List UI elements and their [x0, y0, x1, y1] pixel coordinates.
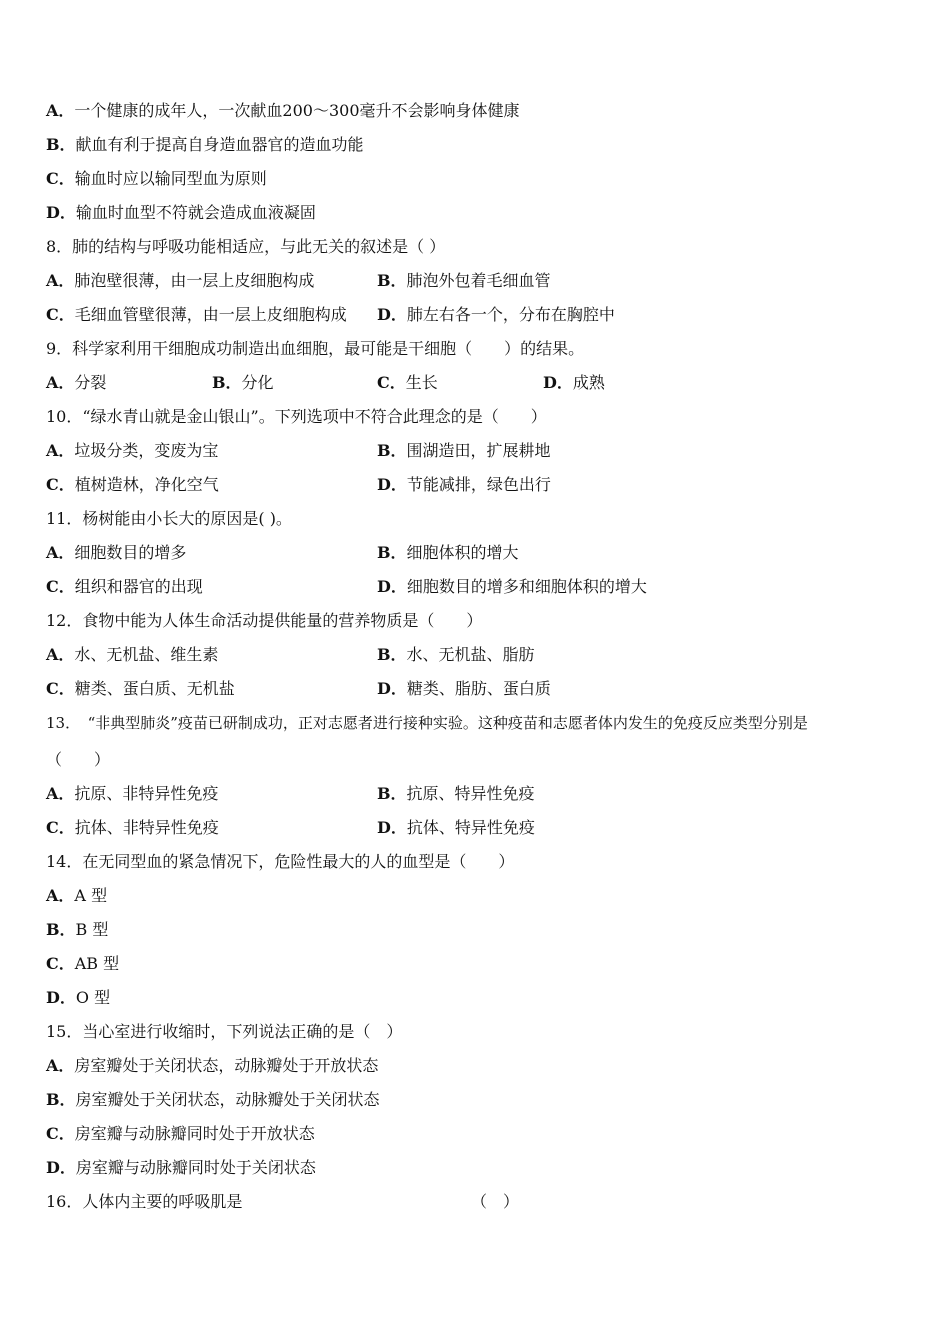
q8-option-c: C．毛细血管壁很薄，由一层上皮细胞构成 — [46, 305, 347, 324]
q10-option-a: A．垃圾分类，变废为宝 — [46, 441, 219, 460]
q15-option-c: C．房室瓣与动脉瓣同时处于开放状态 — [46, 1124, 315, 1143]
q7-option-a: A．一个健康的成年人，一次献血200～300毫升不会影响身体健康 — [46, 101, 520, 120]
q10-options-row2 — [46, 473, 896, 497]
q11-option-a: A．细胞数目的增多 — [46, 543, 187, 562]
q13-option-a: A．抗原、非特异性免疫 — [46, 784, 219, 803]
q12-stem: 12．食物中能为人体生命活动提供能量的营养物质是（ ） — [46, 611, 483, 630]
q9-option-c: C．生长 — [377, 373, 438, 392]
q9-options-row — [46, 371, 896, 395]
q8-option-b: B．肺泡外包着毛细血管 — [377, 271, 551, 290]
q15-option-a: A．房室瓣处于关闭状态，动脉瓣处于开放状态 — [46, 1056, 379, 1075]
q11-option-b: B．细胞体积的增大 — [377, 543, 519, 562]
q14-option-a: A．A 型 — [46, 886, 108, 905]
q15-option-b: B．房室瓣处于关闭状态，动脉瓣处于关闭状态 — [46, 1090, 380, 1109]
q14-option-b: B．B 型 — [46, 920, 109, 939]
q13-stem-line2: （ ） — [46, 750, 111, 769]
q11-option-d: D．细胞数目的增多和细胞体积的增大 — [377, 577, 647, 596]
q10-option-b: B．围湖造田，扩展耕地 — [377, 441, 551, 460]
q12-option-d: D．糖类、脂肪、蛋白质 — [377, 679, 551, 698]
q11-options-row2 — [46, 575, 896, 599]
q15-stem: 15．当心室进行收缩时，下列说法正确的是（ ） — [46, 1022, 403, 1041]
q16-answer-blank: （ ） — [471, 1192, 520, 1211]
q10-options-row1 — [46, 439, 896, 463]
q8-option-d: D．肺左右各一个，分布在胸腔中 — [377, 305, 615, 324]
q8-option-a: A．肺泡壁很薄，由一层上皮细胞构成 — [46, 271, 315, 290]
q10-option-c: C．植树造林，净化空气 — [46, 475, 219, 494]
q7-option-c: C．输血时应以输同型血为原则 — [46, 169, 267, 188]
q14-stem: 14．在无同型血的紧急情况下，危险性最大的人的血型是（ ） — [46, 852, 515, 871]
q13-option-d: D．抗体、特异性免疫 — [377, 818, 535, 837]
q13-option-b: B．抗原、特异性免疫 — [377, 784, 535, 803]
q8-stem: 8．肺的结构与呼吸功能相适应，与此无关的叙述是（ ） — [46, 237, 446, 256]
q7-option-b: B．献血有利于提高自身造血器官的造血功能 — [46, 135, 364, 154]
q14-option-d: D．O 型 — [46, 988, 111, 1007]
q12-option-a: A．水、无机盐、维生素 — [46, 645, 219, 664]
q13-stem-line1: 13． “非典型肺炎”疫苗已研制成功，正对志愿者进行接种实验。这种疫苗和志愿者体内发生的免疫反应类型分别是 — [46, 714, 808, 732]
q16-row — [46, 1190, 896, 1214]
q8-options-row1 — [46, 269, 896, 293]
q9-stem: 9．科学家利用干细胞成功制造出血细胞，最可能是干细胞（ ）的结果。 — [46, 339, 585, 358]
q16-stem: 16．人体内主要的呼吸肌是 — [46, 1192, 243, 1211]
q11-option-c: C．组织和器官的出现 — [46, 577, 203, 596]
q11-options-row1 — [46, 541, 896, 565]
q12-option-b: B．水、无机盐、脂肪 — [377, 645, 535, 664]
q10-option-d: D．节能减排，绿色出行 — [377, 475, 551, 494]
q15-option-d: D．房室瓣与动脉瓣同时处于关闭状态 — [46, 1158, 316, 1177]
q12-option-c: C．糖类、蛋白质、无机盐 — [46, 679, 235, 698]
q12-options-row2 — [46, 677, 896, 701]
q7-option-d: D．输血时血型不符就会造成血液凝固 — [46, 203, 316, 222]
q9-option-a: A．分裂 — [46, 373, 107, 392]
q12-options-row1 — [46, 643, 896, 667]
q8-options-row2 — [46, 303, 896, 327]
q10-stem: 10．“绿水青山就是金山银山”。下列选项中不符合此理念的是（ ） — [46, 407, 547, 426]
q13-option-c: C．抗体、非特异性免疫 — [46, 818, 219, 837]
q13-options-row2 — [46, 816, 896, 840]
q11-stem: 11．杨树能由小长大的原因是( )。 — [46, 509, 292, 528]
q13-options-row1 — [46, 782, 896, 806]
q9-option-d: D．成熟 — [543, 373, 605, 392]
q14-option-c: C．AB 型 — [46, 954, 120, 973]
q9-option-b: B．分化 — [212, 373, 274, 392]
